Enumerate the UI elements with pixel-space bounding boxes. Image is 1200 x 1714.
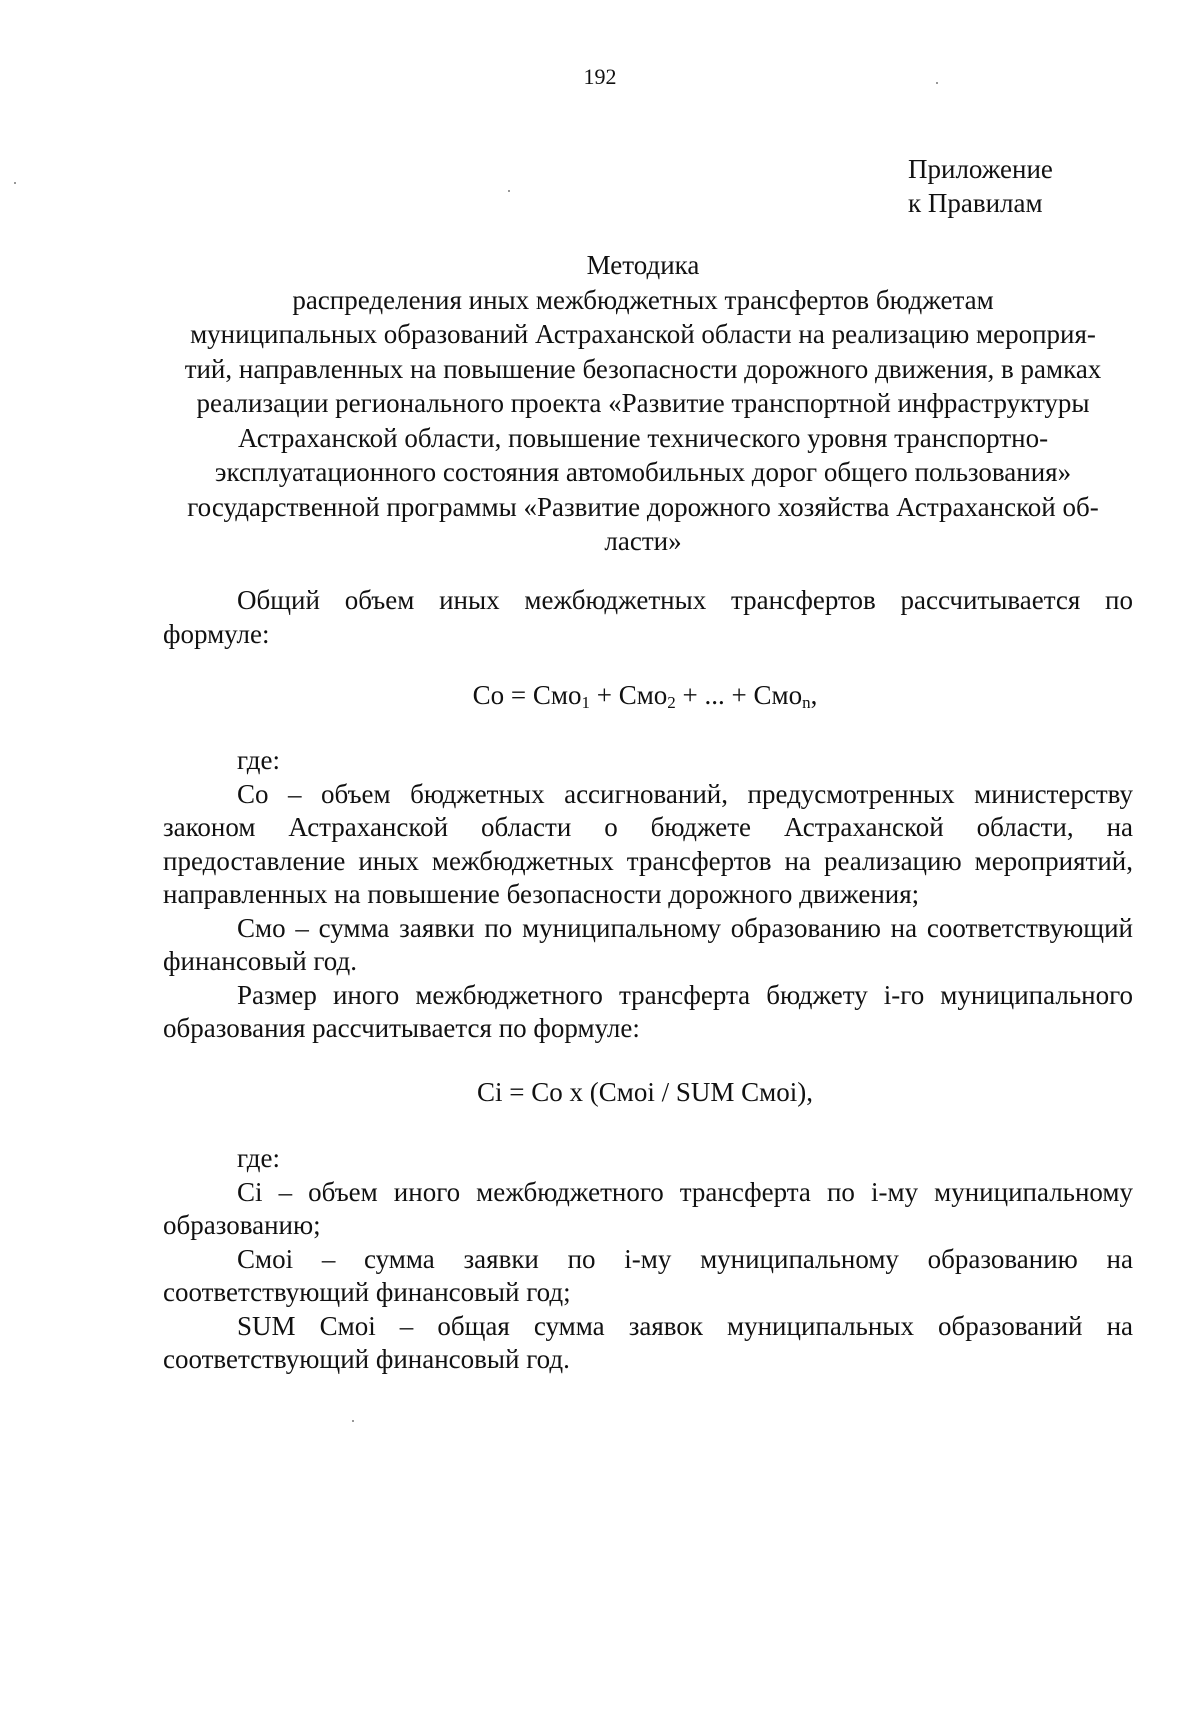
title-line: эксплуатационного состояния автомобильных дорог общего пользования» [214, 457, 1072, 487]
where-label: где: [237, 1143, 280, 1173]
title-line: реализации регионального проекта «Развитие транспортной инфраструктуры [196, 388, 1090, 418]
definition-sum: SUM Смоi – общая сумма заявок муниципальных образований на соответствующий финансовый год. [163, 1310, 1133, 1374]
formula-total-subscript: n [802, 693, 811, 712]
page-number: 192 [583, 64, 617, 89]
scan-speck [508, 190, 510, 192]
document-title [150, 248, 1136, 559]
title-line: тий, направленных на повышение безопасности дорожного движения, в рамках [184, 353, 1102, 384]
formula-total [0, 680, 1200, 711]
title-line: Методика [586, 250, 700, 280]
title-line: государственной программы «Развитие дорожного хозяйства Астраханской об- [187, 491, 1099, 522]
scan-speck [936, 82, 938, 84]
formula-total-subscript: 1 [581, 693, 590, 712]
formula-total-part: + ... + Смо [675, 680, 803, 710]
definition-cmoi: Смоi – сумма заявки по i-му муниципальному образованию на соответствующий финансовый год; [163, 1243, 1133, 1307]
formula-share: Ci = Со х (Смоi / SUM Смоi), [477, 1077, 813, 1107]
definitions-block-2 [163, 1142, 1133, 1377]
intro-paragraph: Общий объем иных межбюджетных трансфертов рассчитывается по формуле: [163, 585, 1133, 649]
formula-total-subscript: 2 [667, 693, 676, 712]
formula-total-part: Со = Смо [472, 680, 582, 710]
title-line: ласти» [604, 526, 682, 556]
title-line: муниципальных образований Астраханской области на реализацию мероприя- [190, 319, 1096, 349]
scan-speck [352, 1420, 354, 1422]
definition-co: Со – объем бюджетных ассигнований, предусмотренных министерству законом Астраханской области о бюджете Астраханской области, на предоставление иных межбюджетных трансфертов на реализацию мероприятий, направленных на повышение безопасности дорожного движения; [163, 778, 1133, 909]
size-intro-paragraph: Размер иного межбюджетного трансферта бюджету i-го муниципального образования рассчитывается по формуле: [163, 979, 1133, 1043]
scan-speck [14, 182, 16, 184]
definition-cmo: Смо – сумма заявки по муниципальному образованию на соответствующий финансовый год. [163, 912, 1133, 976]
definition-ci: Ci – объем иного межбюджетного трансферта по i-му муниципальному образованию; [163, 1176, 1133, 1240]
formula-total-part: + Смо [589, 680, 668, 710]
where-label: где: [237, 745, 280, 775]
definitions-block-1 [163, 744, 1133, 1046]
appendix-line-1: Приложение [908, 154, 1053, 184]
appendix-note [908, 152, 1053, 220]
title-line: распределения иных межбюджетных трансфертов бюджетам [292, 284, 994, 315]
title-line: Астраханской области, повышение технического уровня транспортно- [237, 422, 1049, 453]
formula-total-part: , [810, 680, 818, 710]
intro-block [163, 584, 1133, 651]
appendix-line-2: к Правилам [908, 188, 1043, 218]
